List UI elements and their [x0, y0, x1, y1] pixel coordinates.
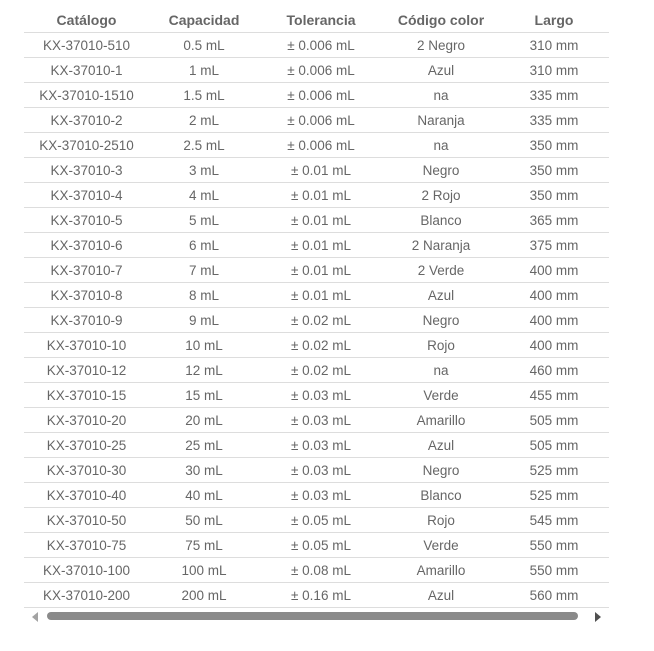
cell-catalogo: KX-37010-5: [24, 208, 149, 233]
cell-largo: 545 mm: [499, 508, 609, 533]
cell-tolerancia: ± 0.01 mL: [259, 158, 383, 183]
horizontal-scrollbar[interactable]: [24, 608, 609, 625]
cell-tolerancia: ± 0.05 mL: [259, 508, 383, 533]
column-header-catalogo: Catálogo: [56, 12, 117, 28]
cell-catalogo: KX-37010-1: [24, 58, 149, 83]
cell-capacidad: 7 mL: [149, 258, 259, 283]
cell-tolerancia: ± 0.01 mL: [259, 233, 383, 258]
table-row: [24, 458, 609, 483]
cell-codigo-color: na: [383, 358, 499, 383]
cell-largo: 525 mm: [499, 458, 609, 483]
cell-capacidad: 20 mL: [149, 408, 259, 433]
table-row: [24, 408, 609, 433]
cell-largo: 375 mm: [499, 233, 609, 258]
cell-capacidad: 40 mL: [149, 483, 259, 508]
product-table: [24, 8, 609, 608]
cell-codigo-color: Azul: [383, 58, 499, 83]
cell-largo: 400 mm: [499, 258, 609, 283]
cell-largo: 550 mm: [499, 533, 609, 558]
cell-catalogo: KX-37010-10: [24, 333, 149, 358]
table-row: [24, 358, 609, 383]
cell-largo: 335 mm: [499, 83, 609, 108]
header-row: [24, 8, 609, 33]
cell-catalogo: KX-37010-1510: [24, 83, 149, 108]
cell-codigo-color: Blanco: [383, 208, 499, 233]
cell-catalogo: KX-37010-4: [24, 183, 149, 208]
scroll-left-arrow-icon[interactable]: [32, 612, 38, 622]
table-row: [24, 158, 609, 183]
cell-capacidad: 2.5 mL: [149, 133, 259, 158]
cell-largo: 560 mm: [499, 583, 609, 608]
cell-codigo-color: Rojo: [383, 508, 499, 533]
cell-catalogo: KX-37010-6: [24, 233, 149, 258]
cell-tolerancia: ± 0.01 mL: [259, 208, 383, 233]
cell-tolerancia: ± 0.03 mL: [259, 458, 383, 483]
column-header-largo: Largo: [534, 12, 574, 28]
cell-largo: 460 mm: [499, 358, 609, 383]
product-table-container: [24, 8, 609, 608]
table-row: [24, 308, 609, 333]
cell-codigo-color: 2 Verde: [383, 258, 499, 283]
column-header-codigo-color: Código color: [397, 12, 485, 28]
cell-tolerancia: ± 0.006 mL: [259, 33, 383, 58]
cell-catalogo: KX-37010-40: [24, 483, 149, 508]
table-row: [24, 183, 609, 208]
table-body: [24, 33, 609, 608]
table-row: [24, 558, 609, 583]
cell-capacidad: 30 mL: [149, 458, 259, 483]
cell-codigo-color: Negro: [383, 308, 499, 333]
cell-capacidad: 6 mL: [149, 233, 259, 258]
cell-capacidad: 0.5 mL: [149, 33, 259, 58]
cell-capacidad: 15 mL: [149, 383, 259, 408]
cell-codigo-color: Amarillo: [383, 408, 499, 433]
cell-codigo-color: na: [383, 133, 499, 158]
cell-catalogo: KX-37010-9: [24, 308, 149, 333]
cell-capacidad: 75 mL: [149, 533, 259, 558]
cell-tolerancia: ± 0.03 mL: [259, 433, 383, 458]
cell-codigo-color: Negro: [383, 458, 499, 483]
column-header-tolerancia: Tolerancia: [286, 12, 356, 28]
cell-codigo-color: 2 Naranja: [383, 233, 499, 258]
table-row: [24, 483, 609, 508]
cell-capacidad: 8 mL: [149, 283, 259, 308]
cell-codigo-color: Rojo: [383, 333, 499, 358]
cell-catalogo: KX-37010-2: [24, 108, 149, 133]
cell-catalogo: KX-37010-200: [24, 583, 149, 608]
cell-capacidad: 1 mL: [149, 58, 259, 83]
cell-catalogo: KX-37010-8: [24, 283, 149, 308]
table-row: [24, 58, 609, 83]
cell-tolerancia: ± 0.01 mL: [259, 283, 383, 308]
cell-codigo-color: Negro: [383, 158, 499, 183]
cell-tolerancia: ± 0.006 mL: [259, 133, 383, 158]
cell-catalogo: KX-37010-12: [24, 358, 149, 383]
cell-capacidad: 100 mL: [149, 558, 259, 583]
cell-codigo-color: na: [383, 83, 499, 108]
cell-codigo-color: Blanco: [383, 483, 499, 508]
cell-capacidad: 50 mL: [149, 508, 259, 533]
cell-catalogo: KX-37010-510: [24, 33, 149, 58]
column-header-capacidad: Capacidad: [168, 12, 240, 28]
table-row: [24, 208, 609, 233]
cell-catalogo: KX-37010-2510: [24, 133, 149, 158]
table-row: [24, 283, 609, 308]
cell-capacidad: 9 mL: [149, 308, 259, 333]
cell-tolerancia: ± 0.006 mL: [259, 83, 383, 108]
table-header: [24, 8, 609, 33]
cell-capacidad: 5 mL: [149, 208, 259, 233]
cell-catalogo: KX-37010-3: [24, 158, 149, 183]
cell-capacidad: 200 mL: [149, 583, 259, 608]
table-row: [24, 583, 609, 608]
cell-codigo-color: Azul: [383, 283, 499, 308]
cell-largo: 350 mm: [499, 158, 609, 183]
cell-tolerancia: ± 0.006 mL: [259, 108, 383, 133]
table-row: [24, 258, 609, 283]
cell-capacidad: 3 mL: [149, 158, 259, 183]
cell-tolerancia: ± 0.006 mL: [259, 58, 383, 83]
cell-tolerancia: ± 0.01 mL: [259, 183, 383, 208]
cell-codigo-color: 2 Rojo: [383, 183, 499, 208]
cell-capacidad: 4 mL: [149, 183, 259, 208]
cell-largo: 335 mm: [499, 108, 609, 133]
cell-codigo-color: Amarillo: [383, 558, 499, 583]
cell-largo: 400 mm: [499, 283, 609, 308]
cell-codigo-color: Azul: [383, 583, 499, 608]
cell-largo: 365 mm: [499, 208, 609, 233]
cell-largo: 525 mm: [499, 483, 609, 508]
cell-largo: 400 mm: [499, 333, 609, 358]
cell-catalogo: KX-37010-15: [24, 383, 149, 408]
cell-tolerancia: ± 0.02 mL: [259, 308, 383, 333]
cell-largo: 455 mm: [499, 383, 609, 408]
cell-catalogo: KX-37010-20: [24, 408, 149, 433]
cell-codigo-color: Verde: [383, 383, 499, 408]
cell-tolerancia: ± 0.08 mL: [259, 558, 383, 583]
cell-largo: 350 mm: [499, 133, 609, 158]
cell-capacidad: 12 mL: [149, 358, 259, 383]
table-row: [24, 533, 609, 558]
cell-capacidad: 1.5 mL: [149, 83, 259, 108]
cell-largo: 505 mm: [499, 433, 609, 458]
table-row: [24, 383, 609, 408]
cell-capacidad: 2 mL: [149, 108, 259, 133]
cell-capacidad: 10 mL: [149, 333, 259, 358]
cell-tolerancia: ± 0.05 mL: [259, 533, 383, 558]
cell-catalogo: KX-37010-75: [24, 533, 149, 558]
table-row: [24, 33, 609, 58]
cell-codigo-color: 2 Negro: [383, 33, 499, 58]
table-row: [24, 133, 609, 158]
cell-codigo-color: Azul: [383, 433, 499, 458]
cell-catalogo: KX-37010-30: [24, 458, 149, 483]
cell-tolerancia: ± 0.03 mL: [259, 383, 383, 408]
table-row: [24, 333, 609, 358]
table-row: [24, 108, 609, 133]
table-row: [24, 433, 609, 458]
scrollbar-thumb[interactable]: [47, 612, 578, 620]
cell-codigo-color: Naranja: [383, 108, 499, 133]
scroll-right-arrow-icon[interactable]: [595, 612, 601, 622]
cell-largo: 310 mm: [499, 33, 609, 58]
cell-largo: 310 mm: [499, 58, 609, 83]
cell-catalogo: KX-37010-100: [24, 558, 149, 583]
cell-tolerancia: ± 0.01 mL: [259, 258, 383, 283]
cell-largo: 550 mm: [499, 558, 609, 583]
cell-catalogo: KX-37010-50: [24, 508, 149, 533]
cell-tolerancia: ± 0.03 mL: [259, 408, 383, 433]
cell-largo: 400 mm: [499, 308, 609, 333]
table-row: [24, 83, 609, 108]
cell-tolerancia: ± 0.16 mL: [259, 583, 383, 608]
cell-tolerancia: ± 0.02 mL: [259, 333, 383, 358]
cell-tolerancia: ± 0.03 mL: [259, 483, 383, 508]
cell-codigo-color: Verde: [383, 533, 499, 558]
cell-largo: 505 mm: [499, 408, 609, 433]
cell-catalogo: KX-37010-25: [24, 433, 149, 458]
table-row: [24, 508, 609, 533]
cell-largo: 350 mm: [499, 183, 609, 208]
cell-catalogo: KX-37010-7: [24, 258, 149, 283]
cell-capacidad: 25 mL: [149, 433, 259, 458]
table-row: [24, 233, 609, 258]
cell-tolerancia: ± 0.02 mL: [259, 358, 383, 383]
